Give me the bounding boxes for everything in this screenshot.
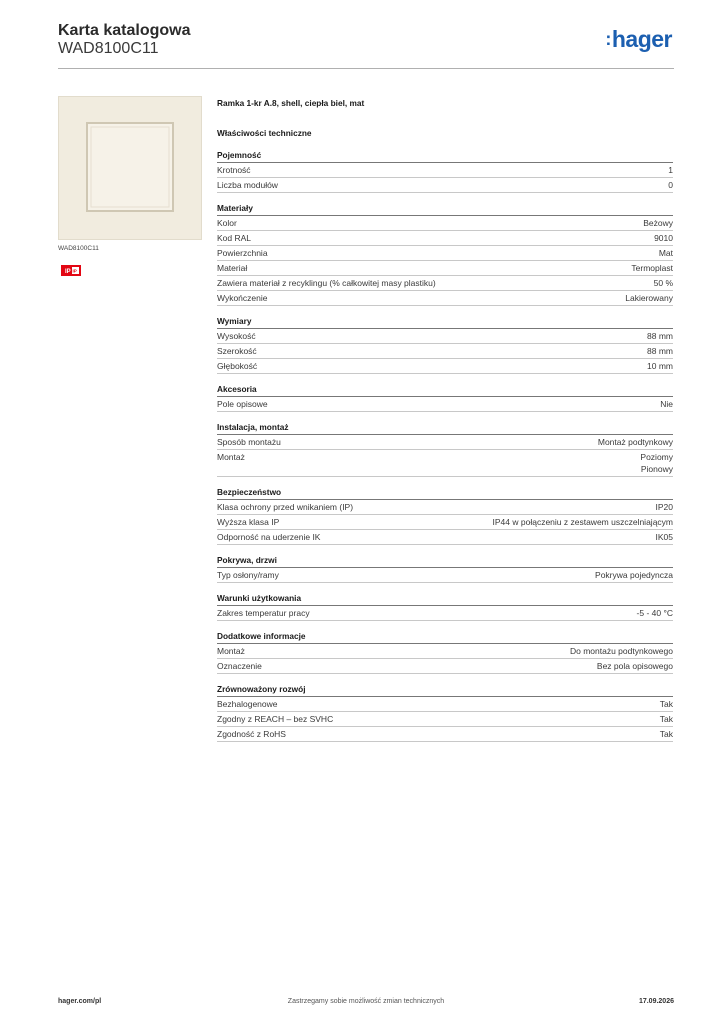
spec-label: Zakres temperatur pracy <box>217 608 310 618</box>
footer-website: hager.com/pl <box>58 998 102 1005</box>
spec-value: 88 mm <box>647 346 673 356</box>
section-title: Wymiary <box>217 314 673 329</box>
spec-section <box>217 201 673 306</box>
spec-label: Kolor <box>217 218 237 228</box>
spec-row <box>217 435 673 450</box>
footer-disclaimer: Zastrzegamy sobie możliwość zmian technicznych <box>287 998 445 1005</box>
spec-sections <box>217 148 673 742</box>
section-title: Materiały <box>217 201 673 216</box>
spec-section <box>217 314 673 374</box>
spec-section <box>217 682 673 742</box>
spec-value: Tak <box>659 714 673 724</box>
page-header <box>58 20 674 69</box>
section-title: Pokrywa, drzwi <box>217 553 673 568</box>
spec-value: Tak <box>659 699 673 709</box>
section-title: Dodatkowe informacje <box>217 629 673 644</box>
spec-section <box>217 382 673 412</box>
logo-text: hager <box>611 26 672 52</box>
spec-label: Zgodność z RoHS <box>217 729 286 739</box>
spec-value: Lakierowany <box>625 293 673 303</box>
spec-label: Powierzchnia <box>217 248 268 258</box>
section-title: Warunki użytkowania <box>217 591 673 606</box>
section-title: Instalacja, montaż <box>217 420 673 435</box>
spec-value: Bez pola opisowego <box>596 661 673 671</box>
spec-value: IP44 w połączeniu z zestawem uszczelniającym <box>492 517 673 527</box>
spec-label: Klasa ochrony przed wnikaniem (IP) <box>217 502 354 512</box>
spec-row <box>217 359 673 374</box>
spec-value: Montaż podtynkowy <box>597 437 673 447</box>
spec-value: 10 mm <box>647 361 673 371</box>
spec-row <box>217 530 673 545</box>
spec-row <box>217 261 673 276</box>
spec-value: 88 mm <box>647 331 673 341</box>
spec-row <box>217 231 673 246</box>
spec-label: Bezhalogenowe <box>217 699 278 709</box>
spec-label: Zawiera materiał z recyklingu (% całkowitej masy plastiku) <box>217 278 436 288</box>
spec-label: Odporność na uderzenie IK <box>217 532 321 542</box>
technical-properties-title: Właściwości techniczne <box>217 128 312 138</box>
ip-rating-icon <box>61 265 81 276</box>
spec-label: Zgodny z REACH – bez SVHC <box>217 714 334 724</box>
spec-section <box>217 553 673 583</box>
spec-value: Termoplast <box>631 263 673 273</box>
svg-text:IP: IP <box>72 268 77 274</box>
spec-row <box>217 397 673 412</box>
spec-value: Nie <box>660 399 673 409</box>
spec-label: Kod RAL <box>217 233 252 243</box>
spec-label: Głębokość <box>217 361 258 371</box>
spec-row <box>217 644 673 659</box>
spec-value: Do montażu podtynkowego <box>569 646 673 656</box>
product-name: Ramka 1-kr A.8, shell, ciepła biel, mat <box>217 98 365 108</box>
spec-row <box>217 178 673 193</box>
section-title: Akcesoria <box>217 382 673 397</box>
header-divider <box>58 68 674 69</box>
spec-value: -5 - 40 °C <box>636 608 673 618</box>
product-details <box>217 96 673 742</box>
spec-label: Sposób montażu <box>217 437 281 447</box>
spec-label: Typ osłony/ramy <box>217 570 279 580</box>
spec-row <box>217 291 673 306</box>
spec-value: IP20 <box>655 502 673 512</box>
svg-text:IP: IP <box>65 269 71 275</box>
spec-value: 1 <box>668 165 673 175</box>
spec-row <box>217 276 673 291</box>
spec-label: Wykończenie <box>217 293 268 303</box>
spec-label: Montaż <box>217 452 245 462</box>
frame-inner-opening <box>87 123 173 211</box>
spec-row <box>217 246 673 261</box>
spec-row <box>217 712 673 727</box>
spec-value: Poziomy Pionowy <box>640 452 673 474</box>
spec-section <box>217 420 673 477</box>
spec-value: Beżowy <box>643 218 673 228</box>
spec-section <box>217 148 673 193</box>
spec-section <box>217 591 673 621</box>
spec-label: Wyższa klasa IP <box>217 517 280 527</box>
spec-row <box>217 500 673 515</box>
image-caption: WAD8100C11 <box>58 245 99 252</box>
spec-label: Liczba modułów <box>217 180 278 190</box>
spec-value: Pokrywa pojedyncza <box>595 570 673 580</box>
spec-row <box>217 344 673 359</box>
spec-row <box>217 329 673 344</box>
spec-section <box>217 629 673 674</box>
logo-dots-icon: : <box>605 29 611 49</box>
section-title: Bezpieczeństwo <box>217 485 673 500</box>
spec-row <box>217 163 673 178</box>
document-title: Karta katalogowa <box>58 22 191 39</box>
spec-label: Oznaczenie <box>217 661 262 671</box>
spec-row <box>217 697 673 712</box>
spec-row <box>217 216 673 231</box>
hager-logo <box>605 26 672 53</box>
spec-value: Tak <box>659 729 673 739</box>
spec-label: Szerokość <box>217 346 257 356</box>
page-footer <box>58 998 674 1010</box>
spec-label: Materiał <box>217 263 248 273</box>
spec-value: IK05 <box>655 532 673 542</box>
spec-label: Montaż <box>217 646 245 656</box>
footer-date: 17.09.2026 <box>638 998 674 1005</box>
spec-section <box>217 485 673 545</box>
section-title: Pojemność <box>217 148 673 163</box>
spec-row <box>217 515 673 530</box>
spec-row <box>217 568 673 583</box>
spec-label: Pole opisowe <box>217 399 268 409</box>
product-image <box>58 96 202 240</box>
spec-row <box>217 727 673 742</box>
spec-row <box>217 450 673 477</box>
spec-row <box>217 659 673 674</box>
spec-value: 0 <box>668 180 673 190</box>
spec-value: 50 % <box>653 278 673 288</box>
spec-value: 9010 <box>654 233 673 243</box>
product-code-heading: WAD8100C11 <box>58 40 159 57</box>
spec-value: Mat <box>658 248 673 258</box>
section-title: Zrównoważony rozwój <box>217 682 673 697</box>
spec-label: Krotność <box>217 165 251 175</box>
spec-row <box>217 606 673 621</box>
spec-label: Wysokość <box>217 331 256 341</box>
